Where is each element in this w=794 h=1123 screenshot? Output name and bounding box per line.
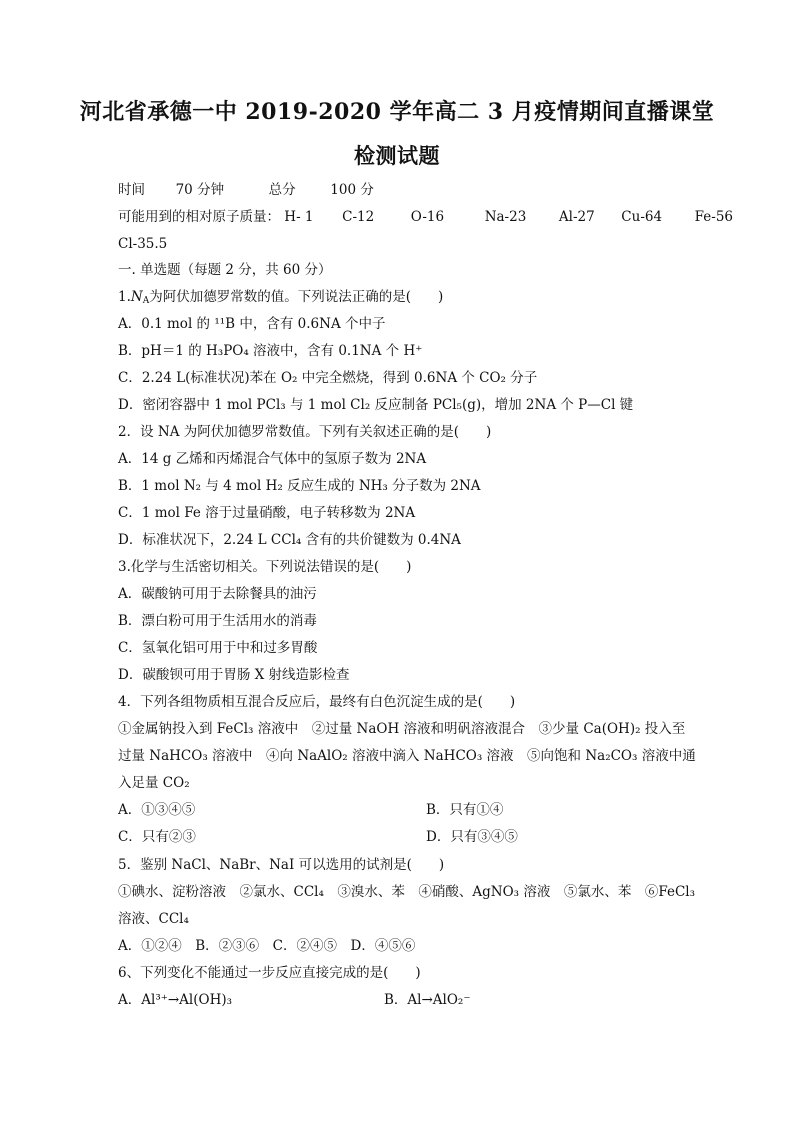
atomic-item: Fe-56	[694, 209, 734, 225]
question-5-options: A．①②④ B．②③⑥ C．②④⑤ D．④⑤⑥	[118, 938, 416, 954]
score-value: 100 分	[330, 182, 374, 198]
question-5-item-line: ①碘水、淀粉溶液 ②氯水、CCl₄ ③溴水、苯 ④硝酸、AgNO₃ 溶液 ⑤氯水、苯 ⑥FeCl₃	[118, 884, 696, 900]
question-3-option-a: A．碳酸钠可用于去除餐具的油污	[118, 586, 317, 602]
question-5-stem: 5．鉴别 NaCl、NaBr、NaI 可以选用的试剂是( )	[118, 857, 445, 873]
na-symbol: N	[130, 289, 143, 305]
question-1-stem	[118, 287, 443, 311]
question-1-option-b: B．pH＝1 的 H₃PO₄ 溶液中，含有 0.1NA 个 H⁺	[118, 343, 423, 359]
q1-stem-text: 为阿伏加德罗常数的值。下列说法正确的是( )	[149, 289, 444, 305]
question-1-option-a: A．0.1 mol 的 ¹¹B 中，含有 0.6NA 个中子	[118, 316, 386, 332]
question-6-stem: 6、下列变化不能通过一步反应直接完成的是( )	[118, 965, 421, 981]
atomic-item: C-12	[342, 209, 375, 225]
atomic-mass-cont: Cl-35.5	[118, 236, 168, 252]
question-1-option-d: D．密闭容器中 1 mol PCl₃ 与 1 mol Cl₂ 反应制备 PCl₅(g)，增加 2NA 个 P—Cl 键	[118, 397, 634, 413]
atomic-item: H- 1	[284, 209, 314, 225]
question-4-item-line: 过量 NaHCO₃ 溶液中 ④向 NaAlO₂ 溶液中滴入 NaHCO₃ 溶液 ⑤向饱和 Na₂CO₃ 溶液中通	[118, 748, 696, 764]
time-label: 时间	[118, 182, 145, 198]
page-title: 河北省承德一中 2019-2020 学年高二 3 月疫情期间直播课堂	[79, 99, 715, 125]
atomic-item: Cu-64	[621, 209, 663, 225]
q1-number: 1.	[118, 289, 131, 305]
question-4-item-line: ①金属钠投入到 FeCl₃ 溶液中 ②过量 NaOH 溶液和明矾溶液混合 ③少量 Ca(OH)₂ 投入至	[118, 721, 686, 737]
question-4-option-a: A．①③④⑤	[118, 802, 196, 818]
atomic-item: Al-27	[558, 209, 595, 225]
time-value: 70 分钟	[175, 182, 225, 198]
question-3-stem: 3.化学与生活密切相关。下列说法错误的是( )	[118, 559, 412, 575]
section-heading: 一. 单选题（每题 2 分，共 60 分）	[118, 262, 332, 278]
question-3-option-d: D．碳酸钡可用于胃肠 X 射线造影检查	[118, 667, 350, 683]
question-3-option-b: B．漂白粉可用于生活用水的消毒	[118, 613, 317, 629]
atomic-item: Na-23	[484, 209, 527, 225]
question-4-item-line: 入足量 CO₂	[118, 775, 190, 791]
question-1-option-c: C．2.24 L(标准状况)苯在 O₂ 中完全燃烧，得到 0.6NA 个 CO₂ 分子	[118, 370, 538, 386]
question-5-item-line: 溶液、CCl₄	[118, 911, 189, 927]
question-2-option-c: C．1 mol Fe 溶于过量硝酸，电子转移数为 2NA	[118, 505, 416, 521]
question-6-option-b: B．Al→AlO₂⁻	[384, 992, 471, 1008]
question-6-option-a: A．Al³⁺→Al(OH)₃	[118, 992, 233, 1008]
exam-info-time	[118, 180, 374, 200]
question-2-stem: 2．设 NA 为阿伏加德罗常数值。下列有关叙述正确的是( )	[118, 424, 492, 440]
question-2-option-b: B．1 mol N₂ 与 4 mol H₂ 反应生成的 NH₃ 分子数为 2NA	[118, 478, 481, 494]
page-subtitle: 检测试题	[354, 143, 440, 168]
atomic-item: O-16	[410, 209, 445, 225]
question-4-option-d: D．只有③④⑤	[426, 829, 518, 845]
question-4-option-b: B．只有①④	[426, 802, 504, 818]
question-2-option-d: D．标准状况下，2.24 L CCl₄ 含有的共价键数为 0.4NA	[118, 532, 461, 548]
na-subscript: A	[142, 296, 150, 306]
score-label: 总分	[268, 182, 296, 198]
atomic-mass-line	[118, 207, 733, 227]
question-3-option-c: C．氢氧化铝可用于中和过多胃酸	[118, 640, 318, 656]
question-2-option-a: A．14 g 乙烯和丙烯混合气体中的氢原子数为 2NA	[118, 451, 427, 467]
question-4-option-c: C．只有②③	[118, 829, 196, 845]
atomic-label: 可能用到的相对原子质量：	[118, 209, 280, 225]
question-4-stem: 4．下列各组物质相互混合反应后，最终有白色沉淀生成的是( )	[118, 694, 516, 710]
